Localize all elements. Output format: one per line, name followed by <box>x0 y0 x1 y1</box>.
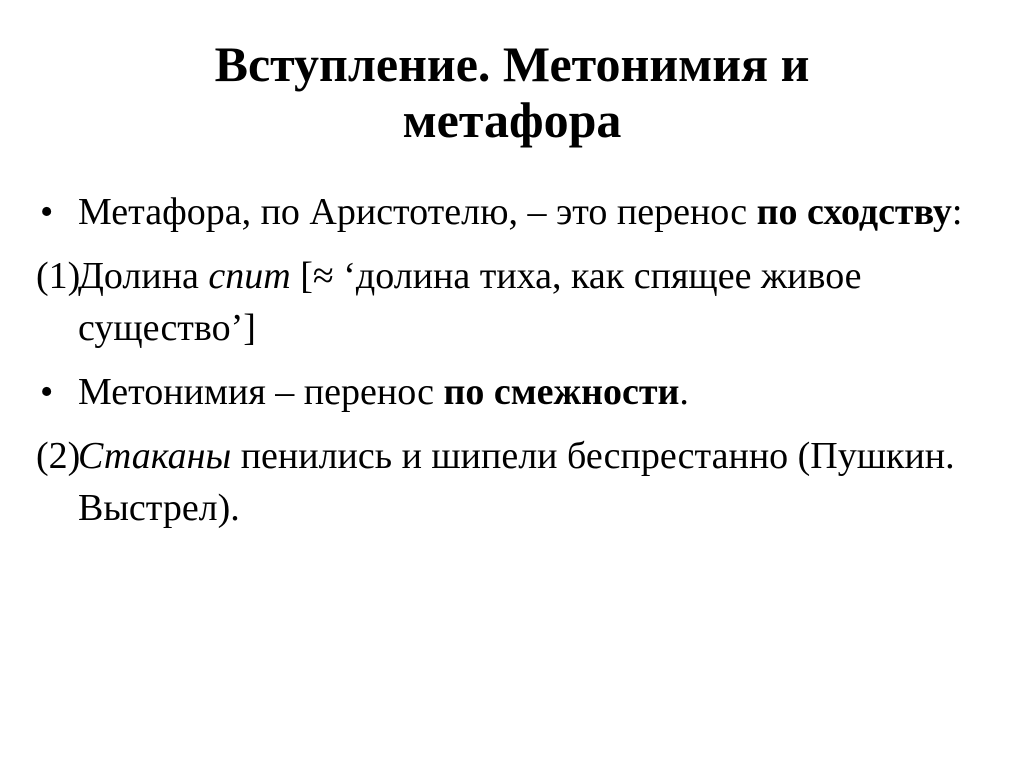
slide-body <box>0 186 1024 546</box>
example-1-text-a: Долина <box>78 255 209 297</box>
example-2-number: (2) <box>36 435 81 477</box>
metonymy-period: . <box>679 371 689 413</box>
example-1-text-b: [≈ ‘долина тиха, как спящее живое существо’] <box>78 255 862 349</box>
example-1-number: (1) <box>36 255 81 297</box>
example-1-italic: спит <box>208 255 291 297</box>
metaphor-text: Метафора, по Аристотелю, – это перенос <box>78 191 757 233</box>
bullet-metonymy <box>0 366 1024 418</box>
bullet-marker: • <box>40 371 54 413</box>
bullet-marker: • <box>40 191 54 233</box>
metaphor-colon: : <box>951 191 963 233</box>
example-2-text-b: пенились и шипели беспрестанно (Пушкин. Выстрел). <box>78 435 955 529</box>
metonymy-bold-term: по смежности <box>443 371 680 413</box>
example-1 <box>0 250 1024 354</box>
example-2-italic: Стаканы <box>78 435 232 477</box>
bullet-metaphor <box>0 186 1024 238</box>
metaphor-bold-term: по сходству <box>756 191 952 233</box>
example-2 <box>0 430 1024 534</box>
metonymy-text: Метонимия – перенос <box>78 371 444 413</box>
title-line-2: метафора <box>402 92 622 148</box>
title-line-1: Вступление. Метонимия и <box>214 36 810 92</box>
slide-title <box>90 36 934 148</box>
